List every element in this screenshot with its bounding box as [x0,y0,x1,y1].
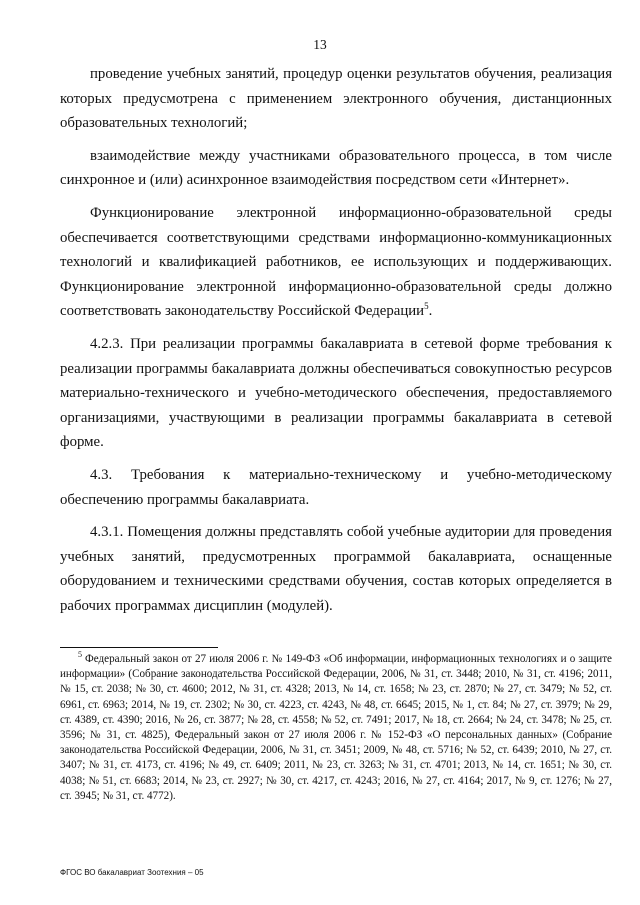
paragraph-environment-text: Функционирование электронной информационно-образовательной среды обеспечивается соответствующими средствами информационно-коммуникационных технологий и квалификацией работников, ее использующих и поддерживающих. Функционирование электронной информационно-образовательной среды должно соответствовать законодательству Российской Федерации [60,204,612,320]
footnote-text: Федеральный закон от 27 июля 2006 г. № 149-ФЗ «Об информации, информационных технологиях и о защите информации» (Собрание законодательства Российской Федерации, 2006, № 31, ст. 3448; 2010, № 31, ст. 4196; 2011, № 15, ст. 2038; № 30, ст. 4600; 2012, № 31, ст. 4328; 2013, № 14, ст. 1658; № 23, ст. 2870; № 27, ст. 3479; № 52, ст. 6961, ст. 6963; 2014, № 19, ст. 2302; № 30, ст. 4223, ст. 4243, № 48, ст. 6645; 2015, № 1, ст. 84; № 27, ст. 3979; № 29, ст. 4389, ст. 4390; 2016, № 26, ст. 3877; № 28, ст. 4558; № 52, ст. 7491; 2017, № 18, ст. 2664; № 24, ст. 3478; № 25, ст. 3596; № 31, ст. 4825), Федеральный закон от 27 июля 2006 г. № 152-ФЗ «О персональных данных» (Собрание законодательства Российской Федерации, 2006, № 31, ст. 3451; 2009, № 48, ст. 5716; № 52, ст. 6439; 2010, № 27, ст. 3407; № 31, ст. 4173, ст. 4196; № 49, ст. 6409; 2011, № 23, ст. 3263; № 31, ст. 4701; 2013, № 14, ст. 1651; № 30, ст. 4038; № 51, ст. 6683; 2014, № 23, ст. 2927; № 30, ст. 4217, ст. 4243; 2016, № 27, ст. 4164; 2017, № 9, ст. 1276; № 27, ст. 3945; № 31, ст. 4772). [60,653,612,802]
body-text [60,62,612,624]
footnote-paragraph [60,652,612,804]
page-number: 13 [313,37,327,52]
footnote-reference: 5 [424,301,429,312]
footnote-divider [60,647,218,648]
paragraph-electronic-learning: проведение учебных занятий, процедур оценки результатов обучения, реализация которых предусмотрена с применением электронного обучения, дистанционных образовательных технологий; [60,66,612,132]
paragraph-participant-interaction: взаимодействие между участниками образовательного процесса, в том числе синхронное и (или) асинхронное взаимодействия посредством сети «Интернет». [60,147,612,189]
paragraph-4-3-1: 4.3.1. Помещения должны представлять собой учебные аудитории для проведения учебных занятий, предусмотренных программой бакалавриата, оснащенные оборудованием и техническими средствами обучения, состав которых определяется в рабочих программах дисциплин (модулей). [60,524,612,614]
paragraph-4-2-3: 4.2.3. При реализации программы бакалавриата в сетевой форме требования к реализации программы бакалавриата должны обеспечиваться совокупностью ресурсов материально-технического и учебно-методического обеспечения, предоставляемого организациями, участвующими в реализации программы бакалавриата в сетевой форме. [60,335,612,451]
footnote-marker: 5 [78,650,82,660]
footnote [60,652,612,804]
paragraph-environment-functioning [60,201,612,324]
page-footer: ФГОС ВО бакалавриат Зоотехния – 05 [60,868,204,877]
paragraph-environment-period: . [428,303,433,320]
paragraph-4-3: 4.3. Требования к материально-техническому и учебно-методическому обеспечению программы бакалавриата. [60,466,612,508]
